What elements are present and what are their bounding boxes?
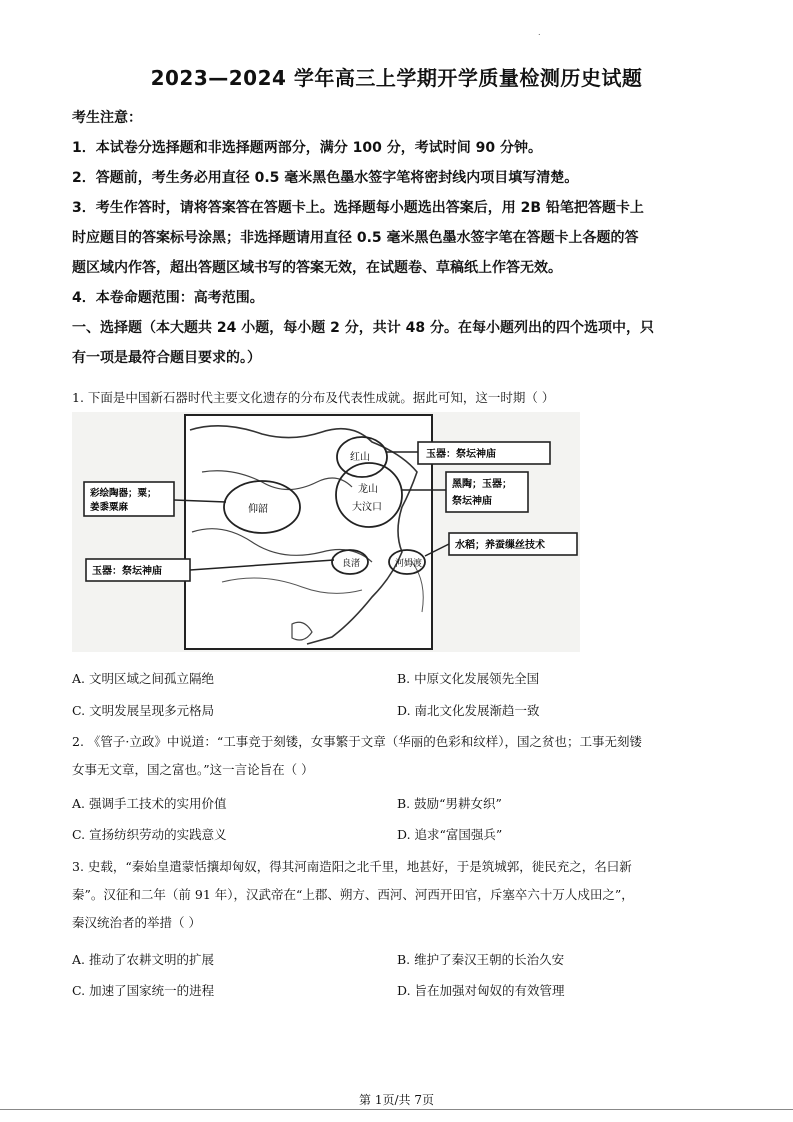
- callout-hongshan: 玉器：祭坛神庙: [426, 449, 496, 460]
- callout-yangshao: 彩绘陶器；粟；: [90, 488, 157, 499]
- site-label: 良渚: [342, 559, 361, 569]
- notice-block: [72, 103, 722, 373]
- notice-item: 题区域内作答，超出答题区域书写的答案无效，在试题卷、草稿纸上作答无效。: [72, 260, 562, 276]
- neolithic-culture-map: [72, 412, 580, 652]
- notice-item: 4．本卷命题范围：高考范围。: [72, 290, 264, 306]
- callout-yangshao-2: 姜黍粟麻: [90, 502, 129, 513]
- question-3: [72, 853, 722, 937]
- q2-option-b[interactable]: B. 鼓励“男耕女织”: [397, 796, 502, 811]
- q1-option-d[interactable]: D. 南北文化发展渐趋一致: [397, 703, 540, 718]
- q2-option-d[interactable]: D. 追求“富国强兵”: [397, 827, 503, 842]
- question-stem: 1. 下面是中国新石器时代主要文化遗存的分布及代表性成就。据此可知，这一时期（ ）: [72, 390, 555, 405]
- q3-option-c[interactable]: C. 加速了国家统一的进程: [72, 983, 215, 998]
- q2-option-c[interactable]: C. 宣扬纺织劳动的实践意义: [72, 827, 227, 842]
- notice-item: 1．本试卷分选择题和非选择题两部分，满分 100 分，考试时间 90 分钟。: [72, 140, 542, 156]
- site-label: 红山: [350, 452, 370, 463]
- footer-rule: [0, 1109, 793, 1110]
- notice-heading: 考生注意：: [72, 110, 142, 126]
- q2-option-a[interactable]: A. 强调手工技术的实用价值: [72, 796, 227, 811]
- q3-option-b[interactable]: B. 维护了秦汉王朝的长治久安: [397, 952, 565, 967]
- question-1: [72, 384, 722, 412]
- question-stem: 秦汉统治者的举措（ ）: [72, 915, 201, 930]
- section-heading: 有一项是最符合题目要求的。）: [72, 350, 261, 366]
- callout-hemudu: 水稻；养蚕缫丝技术: [455, 540, 545, 551]
- scan-dot: .: [538, 28, 541, 37]
- section-heading: 一、选择题（本大题共 24 小题，每小题 2 分，共计 48 分。在每小题列出的四个选项中，只: [72, 320, 654, 336]
- notice-item: 时应题目的答案标号涂黑；非选择题请用直径 0.5 毫米黑色墨水签字笔在答题卡上各题的答: [72, 230, 639, 246]
- site-label: 仰韶: [248, 504, 268, 515]
- site-label: 大汶口: [352, 502, 382, 513]
- question-stem: 2. 《管子·立政》中说道：“工事竞于刻镂，女事繁于文章（华丽的色彩和纹样），国之贫也；工事无刻镂: [72, 734, 643, 749]
- page-number: 第 1页/共 7页: [359, 1093, 434, 1107]
- question-stem: 3. 史载，“秦始皇遣蒙恬攘却匈奴，得其河南造阳之北千里，地甚好，于是筑城郭，徙民充之，名曰新: [72, 859, 632, 874]
- q1-option-a[interactable]: A. 文明区域之间孤立隔绝: [72, 671, 214, 686]
- q1-option-c[interactable]: C. 文明发展呈现多元格局: [72, 703, 215, 718]
- callout-longshan-2: 祭坛神庙: [452, 496, 492, 507]
- question-stem: 秦”。汉征和二年（前 91 年），汉武帝在“上郡、朔方、西河、河西开田官，斥塞卒六十万人戍田之”，: [72, 887, 634, 902]
- q3-option-d[interactable]: D. 旨在加强对匈奴的有效管理: [397, 983, 565, 998]
- site-label: 龙山: [358, 484, 378, 495]
- callout-longshan: 黑陶；玉器；: [452, 479, 512, 490]
- question-2: [72, 728, 722, 784]
- page-title: 2023—2024 学年高三上学期开学质量检测历史试题: [150, 66, 643, 90]
- q1-option-b[interactable]: B. 中原文化发展领先全国: [397, 671, 540, 686]
- question-stem: 女事无文章，国之富也。”这一言论旨在（ ）: [72, 762, 314, 777]
- q3-option-a[interactable]: A. 推动了农耕文明的扩展: [72, 952, 214, 967]
- notice-item: 3．考生作答时，请将答案答在答题卡上。选择题每小题选出答案后，用 2B 铅笔把答题卡上: [72, 200, 644, 216]
- site-label: 河姆渡: [395, 559, 423, 569]
- callout-liangzhu: 玉器：祭坛神庙: [92, 566, 162, 577]
- map-figure: [72, 412, 580, 652]
- notice-item: 2．答题前，考生务必用直径 0.5 毫米黑色墨水签字笔将密封线内项目填写清楚。: [72, 170, 579, 186]
